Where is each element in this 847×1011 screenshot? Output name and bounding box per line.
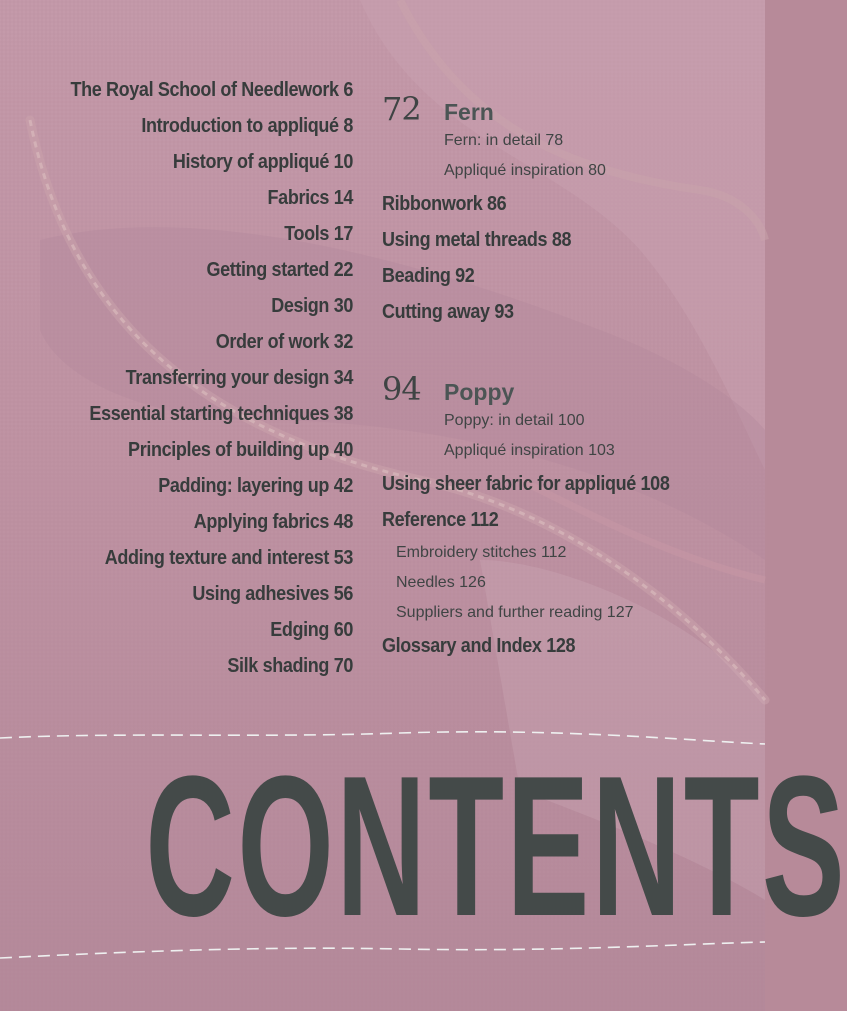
toc-entry[interactable]: Getting started 22 bbox=[206, 259, 353, 281]
toc-entry[interactable]: Applying fabrics 48 bbox=[193, 511, 353, 533]
toc-entry[interactable]: Using sheer fabric for appliqué 108 bbox=[382, 473, 670, 495]
toc-entry[interactable]: Beading 92 bbox=[382, 265, 475, 287]
toc-entry[interactable]: Using metal threads 88 bbox=[382, 229, 572, 251]
toc-subentry[interactable]: Embroidery stitches 112 bbox=[396, 544, 567, 561]
toc-subentry[interactable]: Fern: in detail 78 bbox=[444, 132, 564, 149]
toc-entry[interactable]: Ribbonwork 86 bbox=[382, 193, 507, 215]
toc-subentry[interactable]: Needles 126 bbox=[396, 574, 486, 591]
toc-entry[interactable]: Introduction to appliqué 8 bbox=[141, 115, 353, 137]
toc-entry[interactable]: Order of work 32 bbox=[215, 331, 353, 353]
toc-entry[interactable]: The Royal School of Needlework 6 bbox=[70, 79, 353, 101]
toc-entry[interactable]: Glossary and Index 128 bbox=[382, 635, 576, 657]
chapter-heading-fern[interactable] bbox=[382, 90, 752, 126]
toc-right-column bbox=[382, 90, 752, 664]
toc-entry[interactable]: Using adhesives 56 bbox=[192, 583, 353, 605]
toc-entry[interactable]: Fabrics 14 bbox=[267, 187, 353, 209]
toc-subentry[interactable]: Appliqué inspiration 103 bbox=[444, 442, 615, 459]
toc-subentry[interactable]: Suppliers and further reading 127 bbox=[396, 604, 634, 621]
toc-entry[interactable]: Transferring your design 34 bbox=[125, 367, 353, 389]
chapter-title: Fern bbox=[444, 99, 494, 125]
toc-subentry[interactable]: Appliqué inspiration 80 bbox=[444, 162, 606, 179]
toc-entry[interactable]: Cutting away 93 bbox=[382, 301, 514, 323]
toc-left-column bbox=[0, 72, 353, 684]
toc-entry[interactable]: Reference 112 bbox=[382, 509, 499, 531]
toc-entry[interactable]: History of appliqué 10 bbox=[172, 151, 353, 173]
chapter-title: Poppy bbox=[444, 379, 515, 405]
chapter-number: 72 bbox=[382, 90, 421, 128]
toc-entry[interactable]: Tools 17 bbox=[284, 223, 353, 245]
chapter-heading-poppy[interactable] bbox=[382, 370, 752, 406]
toc-entry[interactable]: Essential starting techniques 38 bbox=[89, 403, 353, 425]
toc-entry[interactable]: Principles of building up 40 bbox=[128, 439, 353, 461]
toc-entry[interactable]: Adding texture and interest 53 bbox=[104, 547, 354, 569]
toc-entry[interactable]: Design 30 bbox=[271, 295, 353, 317]
toc-entry[interactable]: Silk shading 70 bbox=[227, 655, 353, 677]
page-title: CONTENTS bbox=[145, 735, 847, 958]
toc-entry[interactable]: Edging 60 bbox=[270, 619, 353, 641]
toc-subentry[interactable]: Poppy: in detail 100 bbox=[444, 412, 585, 429]
chapter-number: 94 bbox=[382, 370, 421, 408]
toc-entry[interactable]: Padding: layering up 42 bbox=[158, 475, 353, 497]
